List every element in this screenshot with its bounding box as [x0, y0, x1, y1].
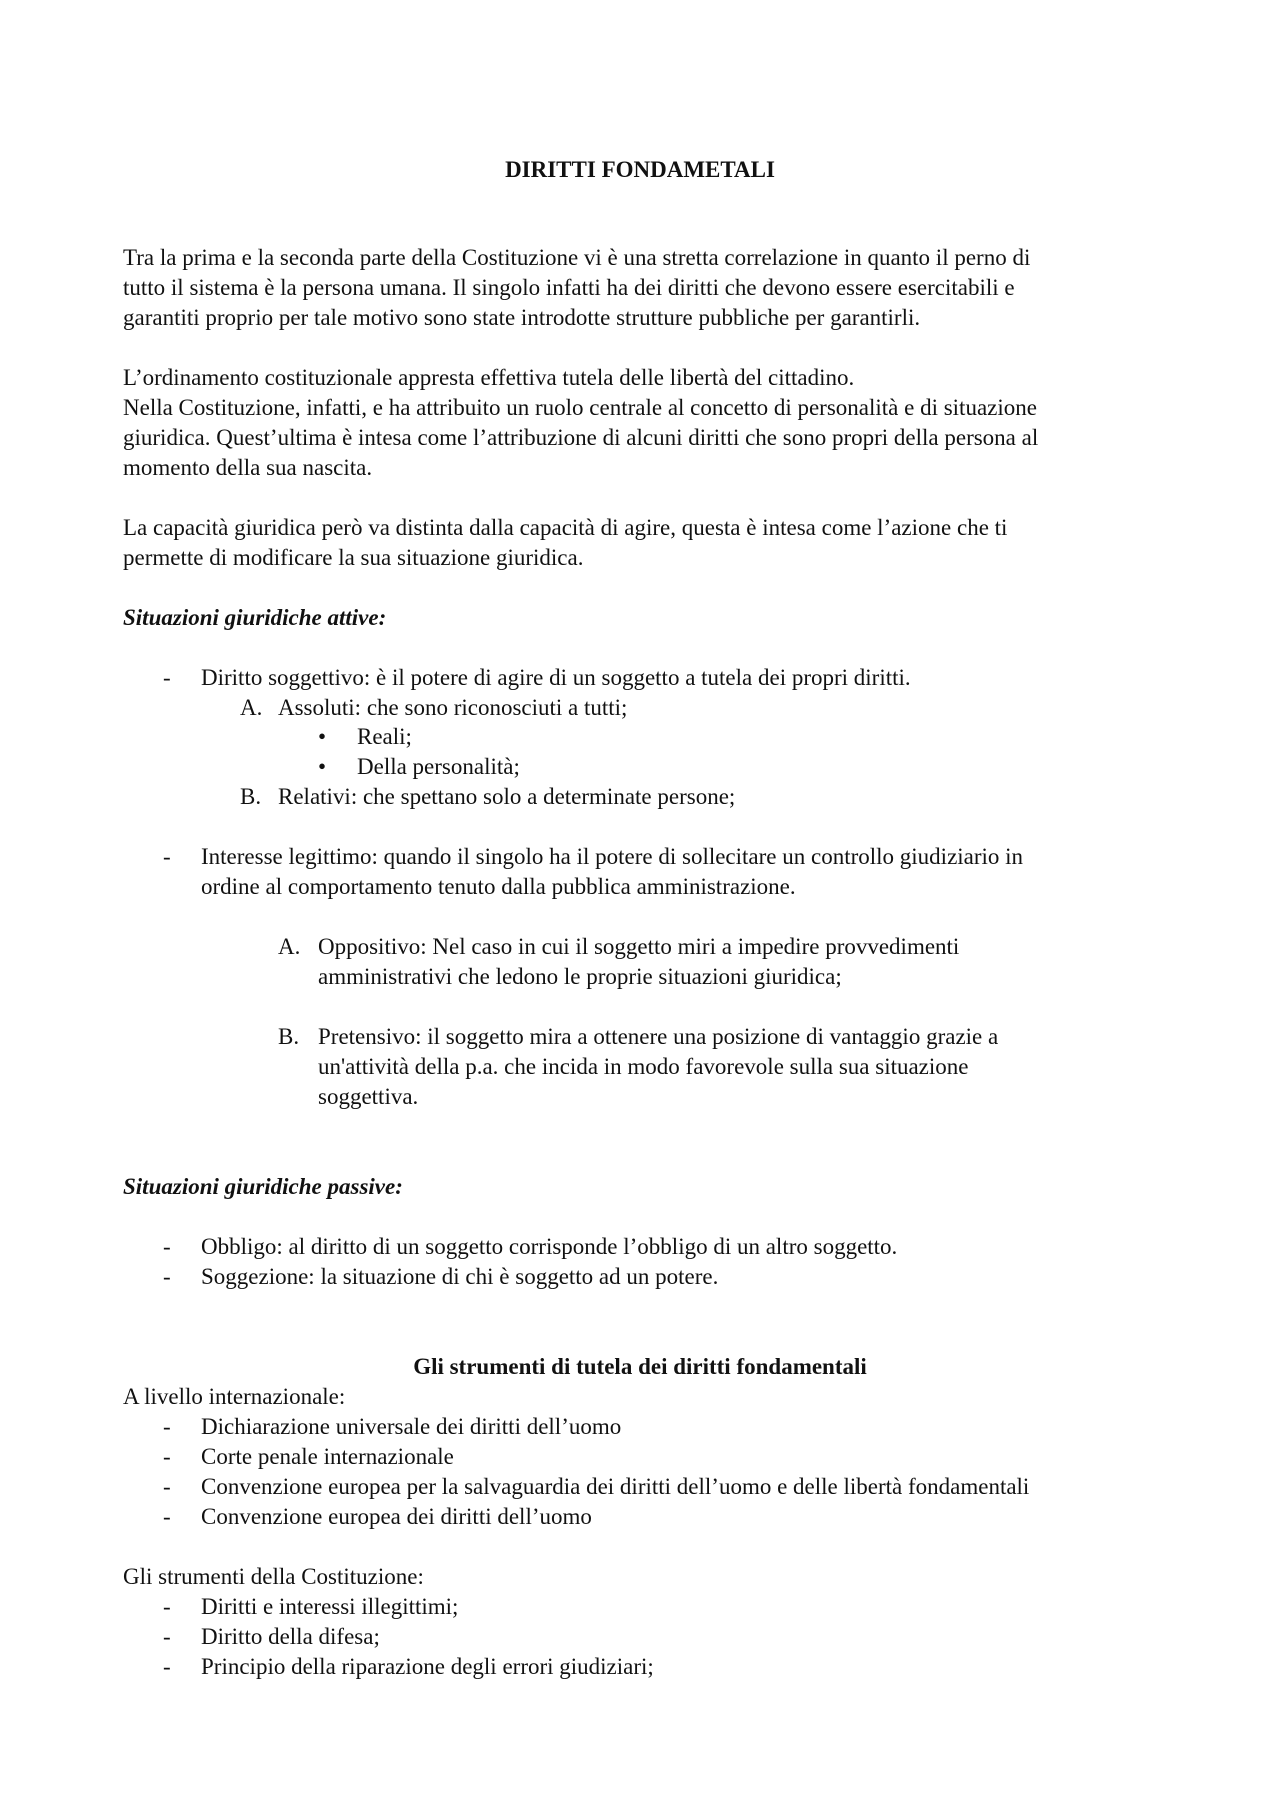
- list-item-interesse-cont: ordine al comportamento tenuto dalla pubblica amministrazione.: [201, 874, 796, 899]
- list-item-oppositivo: Oppositivo: Nel caso in cui il soggetto miri a impedire provvedimenti: [318, 934, 960, 959]
- list-marker: A.: [278, 934, 301, 959]
- dash-marker: -: [163, 1234, 171, 1259]
- list-item-personalita: Della personalità;: [357, 754, 520, 779]
- list-item: Diritto della difesa;: [201, 1624, 380, 1649]
- paragraph-line: garantiti proprio per tale motivo sono state introdotte strutture pubbliche per garantirli.: [123, 305, 921, 330]
- dash-marker: -: [163, 665, 171, 690]
- dash-marker: -: [163, 1264, 171, 1289]
- list-item: Principio della riparazione degli errori giudiziari;: [201, 1654, 654, 1679]
- dash-marker: -: [163, 1654, 171, 1679]
- dash-marker: -: [163, 1624, 171, 1649]
- paragraph-line: Nella Costituzione, infatti, e ha attribuito un ruolo centrale al concetto di personalità e di situazione: [123, 395, 1037, 420]
- list-marker: B.: [278, 1024, 300, 1049]
- list-item-reali: Reali;: [357, 724, 412, 749]
- label-internazionale: A livello internazionale:: [123, 1384, 346, 1409]
- dash-marker: -: [163, 1474, 171, 1499]
- dash-marker: -: [163, 1444, 171, 1469]
- list-item-interesse: Interesse legittimo: quando il singolo ha il potere di sollecitare un controllo giudiziario in: [201, 844, 1024, 869]
- list-item: Convenzione europea dei diritti dell’uomo: [201, 1504, 592, 1529]
- list-item: Diritti e interessi illegittimi;: [201, 1594, 459, 1619]
- dash-marker: -: [163, 1594, 171, 1619]
- list-item: Corte penale internazionale: [201, 1444, 454, 1469]
- list-marker: A.: [240, 695, 263, 720]
- paragraph-line: tutto il sistema è la persona umana. Il singolo infatti ha dei diritti che devono essere esercitabili e: [123, 275, 1015, 300]
- paragraph-line: permette di modificare la sua situazione giuridica.: [123, 545, 584, 570]
- bullet-marker: •: [318, 724, 327, 749]
- dash-marker: -: [163, 844, 171, 869]
- section-heading-attive: Situazioni giuridiche attive:: [123, 605, 387, 630]
- list-item-relativi: Relativi: che spettano solo a determinate persone;: [278, 784, 736, 809]
- section-heading-passive: Situazioni giuridiche passive:: [123, 1174, 403, 1199]
- bullet-marker: •: [318, 754, 327, 779]
- list-item: Dichiarazione universale dei diritti dell’uomo: [201, 1414, 622, 1439]
- list-item-soggezione: Soggezione: la situazione di chi è soggetto ad un potere.: [201, 1264, 719, 1289]
- label-costituzione: Gli strumenti della Costituzione:: [123, 1564, 424, 1589]
- list-item-pretensivo-cont: soggettiva.: [318, 1084, 419, 1109]
- list-item-obbligo: Obbligo: al diritto di un soggetto corrisponde l’obbligo di un altro soggetto.: [201, 1234, 898, 1259]
- paragraph-line: giuridica. Quest’ultima è intesa come l’attribuzione di alcuni diritti che sono propri della persona al: [123, 425, 1039, 450]
- list-item-assoluti: Assoluti: che sono riconosciuti a tutti;: [278, 695, 628, 720]
- list-marker: B.: [240, 784, 262, 809]
- document-title: DIRITTI FONDAMETALI: [505, 157, 775, 182]
- dash-marker: -: [163, 1414, 171, 1439]
- section-heading-strumenti: Gli strumenti di tutela dei diritti fondamentali: [413, 1354, 867, 1379]
- paragraph-line: L’ordinamento costituzionale appresta effettiva tutela delle libertà del cittadino.: [123, 365, 855, 390]
- dash-marker: -: [163, 1504, 171, 1529]
- list-item-oppositivo-cont: amministrativi che ledono le proprie situazioni giuridica;: [318, 964, 842, 989]
- list-item-pretensivo: Pretensivo: il soggetto mira a ottenere una posizione di vantaggio grazie a: [318, 1024, 999, 1049]
- list-item-diritto-soggettivo: Diritto soggettivo: è il potere di agire di un soggetto a tutela dei propri diritti.: [201, 665, 911, 690]
- paragraph-line: Tra la prima e la seconda parte della Costituzione vi è una stretta correlazione in quanto il perno di: [123, 245, 1031, 270]
- paragraph-line: momento della sua nascita.: [123, 455, 373, 480]
- list-item: Convenzione europea per la salvaguardia dei diritti dell’uomo e delle libertà fondamentali: [201, 1474, 1030, 1499]
- list-item-pretensivo-cont: un'attività della p.a. che incida in modo favorevole sulla sua situazione: [318, 1054, 969, 1079]
- paragraph-line: La capacità giuridica però va distinta dalla capacità di agire, questa è intesa come l’azione che ti: [123, 515, 1008, 540]
